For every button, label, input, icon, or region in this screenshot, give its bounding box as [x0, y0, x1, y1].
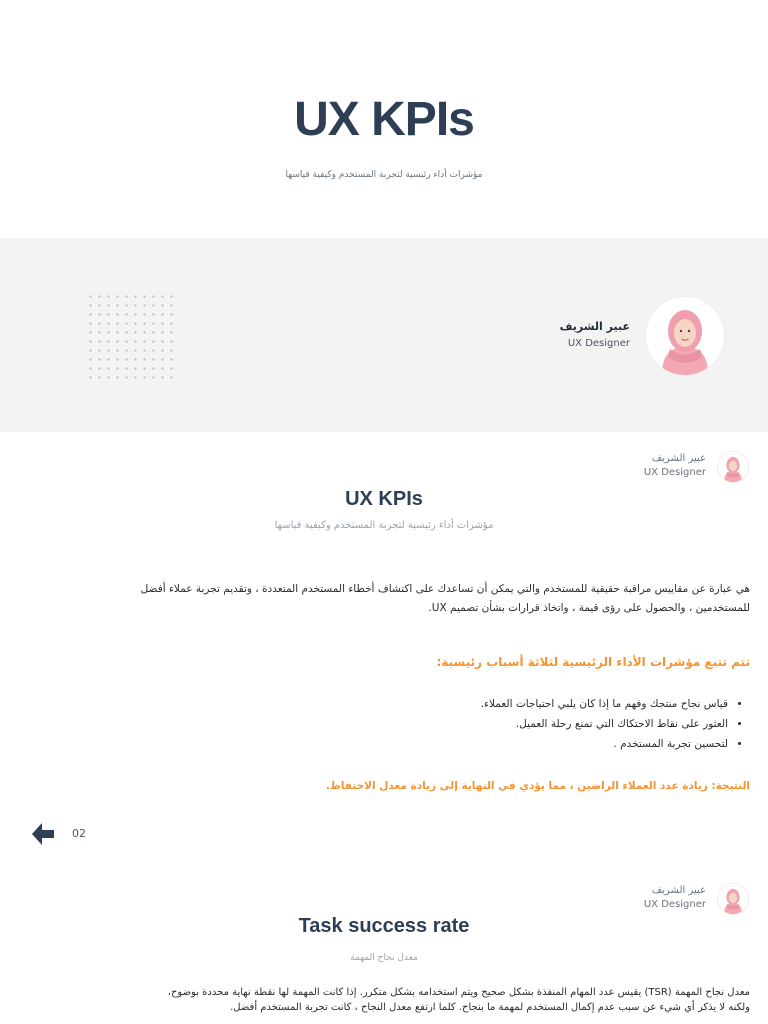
page-navigation [30, 821, 110, 847]
list-item: • قياس نجاح منتجك وفهم ما إذا كان يلبي احتياجات العملاء. [228, 694, 728, 714]
author-chip [548, 884, 748, 918]
author-role: UX Designer [643, 899, 706, 910]
intro-line: هي عبارة عن مقاييس مراقبة حقيقية للمستخدم والتي يمكن أن تساعدك على اكتشاف أخطاء المستخدم المتعددة ، وتقديم تجربة عملاء أفضل [140, 583, 750, 595]
paragraph-line: معدل نجاح المهمة (TSR) يقيس عدد المهام المنفذة بشكل صحيح ويتم استخدامه بشكل متكرر. إذا كانت المهمة لها نقطة نهاية محددة بوضوح، [167, 987, 750, 998]
author-role: UX Designer [567, 338, 630, 349]
section-title: Task success rate [298, 915, 470, 937]
list-item: • لتحسين تجربة المستخدم . [228, 734, 728, 754]
dot-pattern-decoration [86, 292, 176, 382]
paragraph-line: ولكنه لا يذكر أي شيء عن سبب عدم إكمال المستخدم لمهمة ما بنجاح. كلما ارتفع معدل النجاح ، كانت تجربة المستخدم أفضل. [230, 1002, 750, 1013]
avatar[interactable] [718, 884, 748, 914]
page-number: 02 [72, 827, 86, 840]
avatar[interactable] [718, 452, 748, 482]
author-role: UX Designer [643, 467, 706, 478]
avatar-hijab-icon [718, 884, 748, 914]
list-item: • العثور على نقاط الاحتكاك التي تمنع رحلة العميل. [228, 714, 728, 734]
task-success-paragraph [30, 985, 750, 1015]
author-banner [0, 238, 768, 432]
intro-paragraph [90, 580, 750, 618]
avatar-hijab-icon [646, 297, 724, 375]
page-subtitle: مؤشرات أداء رئيسية لتجربة المستخدم وكيفية قياسها [285, 170, 483, 180]
result-text: النتيجة: زيادة عدد العملاء الراضين ، مما يؤدي في النهاية إلى زيادة معدل الاحتفاظ. [325, 780, 750, 792]
avatar[interactable] [646, 297, 724, 375]
author-name: عبير الشريف [651, 885, 706, 896]
section-title: UX KPIs [345, 488, 423, 510]
section-subtitle: معدل نجاح المهمة [350, 953, 418, 963]
author-name: عبير الشريف [651, 453, 706, 464]
reasons-list [228, 694, 746, 754]
page-title: UX KPIs [294, 93, 474, 146]
section-subtitle: مؤشرات أداء رئيسية لتجربة المستخدم وكيفية قياسها [274, 520, 494, 531]
reasons-heading: تتم تتبع مؤشرات الأداء الرئيسية لثلاثة أسباب رئيسية: [436, 655, 750, 669]
author-chip [548, 452, 748, 486]
arrow-left-icon [30, 821, 56, 847]
author-name: عبير الشريف [559, 320, 630, 333]
back-button[interactable] [30, 821, 56, 851]
intro-line: للمستخدمين ، والحصول على رؤى قيمة ، واتخاذ قرارات بشأن تصميم UX. [428, 602, 750, 614]
avatar-hijab-icon [718, 452, 748, 482]
